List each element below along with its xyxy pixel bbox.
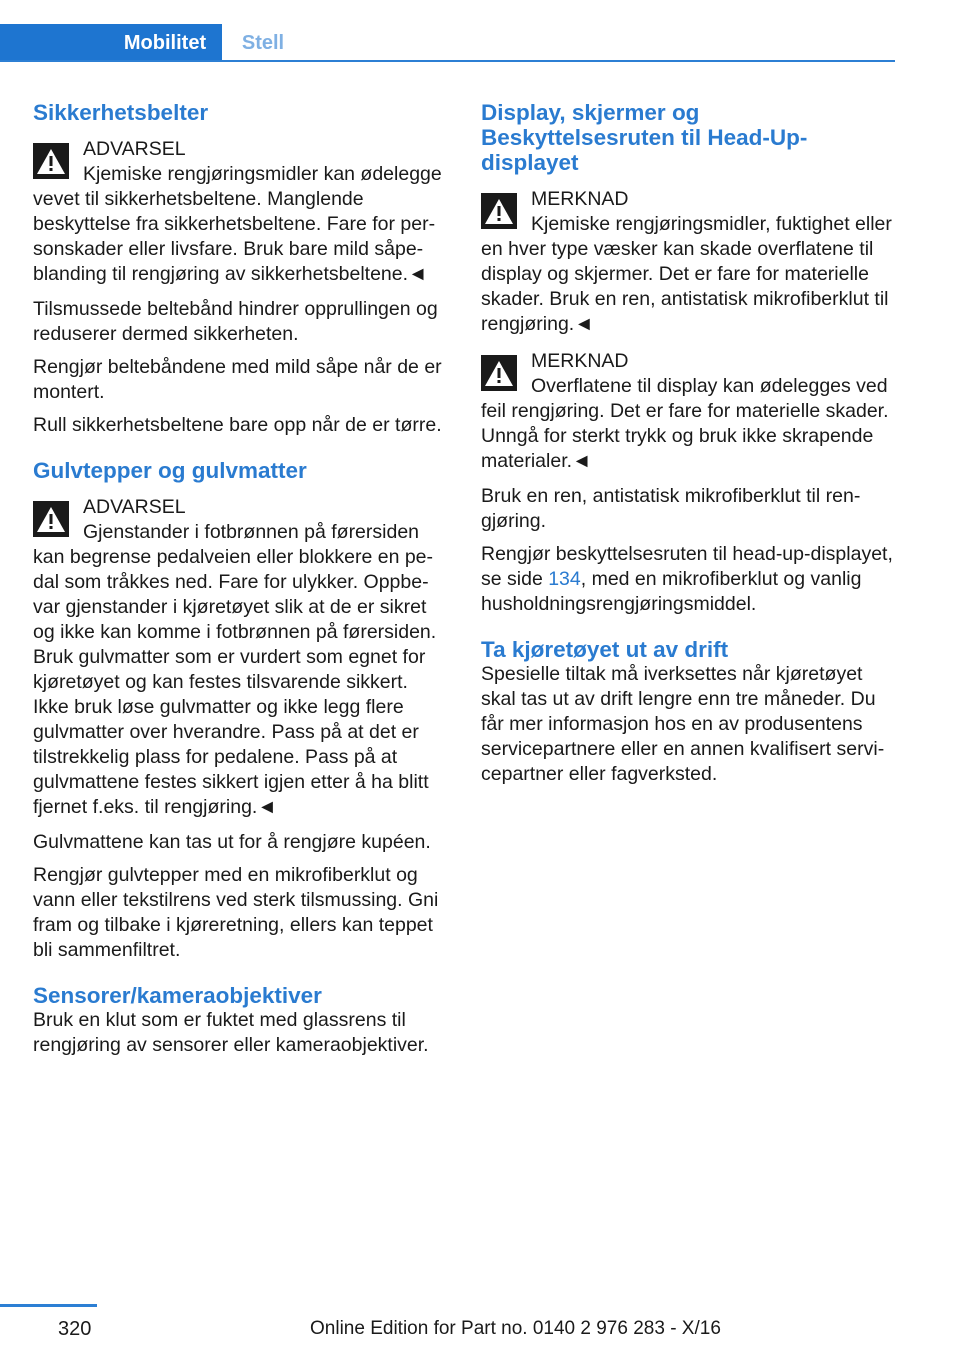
paragraph: Rengjør beltebåndene med mild såpe når de er montert. (33, 356, 442, 403)
page-number: 320 (58, 1318, 92, 1340)
section-display (481, 100, 897, 617)
section-ut-av-drift (481, 637, 897, 787)
warning-text: Kjemiske rengjøringsmidler kan ødelegge vevet til sikkerhetsbeltene. Manglende beskyttelse fra sikkerhetsbeltene. Fare for personskader eller livsfare. Bruk bare mild såpeblanding til rengjøring av sikkerhetsbeltene.◄ (33, 163, 442, 285)
notice-icon (481, 193, 517, 229)
tab-spacer (0, 24, 108, 60)
section-sensorer (33, 983, 449, 1058)
paragraph: Gulvmattene kan tas ut for å rengjøre kupéen. (33, 831, 431, 853)
left-column (33, 100, 449, 1078)
warning-title: ADVARSEL (83, 496, 186, 518)
heading-ut-av-drift: Ta kjøretøyet ut av drift (481, 637, 729, 662)
heading-display: Display, skjermer og Beskyttelsesruten til Head-Up-displayet (481, 100, 808, 175)
paragraph: Bruk en ren, antistatisk mikrofiberklut til rengjøring. (481, 485, 861, 532)
notice-icon (481, 355, 517, 391)
chapter-tabs (0, 24, 895, 62)
warning-box (33, 137, 449, 287)
warning-text: Gjenstander i fotbrønnen på førersiden kan begrense pedalveien eller blokkere en pedal som tråkkes ned. Fare for ulykker. Oppbevar gjenstander i kjøretøyet slik at de er sikret og ikke kan komme i fotbrønnen på førersiden. Bruk gulvmatter som er vurdert som egnet for kjøretøyet og kan festes tilsvarende sikkert. Ikke bruk løse gulvmatter og ikke legg flere gulvmatter over hverandre. Pass på at det er tilstrekkelig plass for pedalene. Pass på at gulvmattene festes sikkert igjen etter å ha blitt fjernet f.eks. til rengjøring.◄ (33, 521, 437, 818)
warning-icon (33, 143, 69, 179)
heading-gulvtepper: Gulvtepper og gulvmatter (33, 458, 307, 483)
paragraph: Rull sikkerhetsbeltene bare opp når de er tørre. (33, 414, 442, 436)
edition-text: Online Edition for Part no. 0140 2 976 283 - X/16 (310, 1318, 721, 1339)
heading-sensorer: Sensorer/kameraobjektiver (33, 983, 322, 1008)
section-sikkerhetsbelter (33, 100, 449, 438)
paragraph: Spesielle tiltak må iverksettes når kjøretøyet skal tas ut av drift lengre enn tre måneder. Du får mer informasjon hos en av produsentens servicepartnere eller en annen kvalifisert servicepartner eller fagverksted. (481, 663, 885, 785)
tab-underline (0, 60, 895, 62)
footer-bar (0, 1304, 97, 1307)
paragraph-with-link (481, 542, 897, 617)
notice-box (481, 349, 897, 474)
text-span: , med en mikrofiberklut og vanlig husholdningsrengjøringsmiddel. (481, 568, 862, 615)
paragraph: Tilsmussede beltebånd hindrer opprullingen og reduserer dermed sikkerheten. (33, 298, 438, 345)
right-column (481, 100, 897, 807)
notice-text: Overflatene til display kan ødelegges ved feil rengjøring. Det er fare for materielle skader. Unngå for sterkt trykk og bruk ikke skrapende materialer.◄ (481, 375, 889, 472)
notice-title: MERKNAD (531, 350, 629, 372)
paragraph: Rengjør gulvtepper med en mikrofiberklut og vann eller tekstilrens ved sterk tilsmussing. Gni fram og tilbake i kjøreretning, ellers kan teppet bli sammenfiltret. (33, 864, 439, 961)
notice-box (481, 187, 897, 337)
paragraph: Bruk en klut som er fuktet med glassrens til rengjøring av sensorer eller kameraobjektiver. (33, 1009, 429, 1056)
warning-icon (33, 501, 69, 537)
notice-text: Kjemiske rengjøringsmidler, fuktighet eller en hver type væsker kan skade overflatene til display og skjermer. Det er fare for materielle skader. Bruk en ren, antistatisk mikrofiberklut til rengjøring.◄ (481, 213, 892, 335)
text-span: Rengjør beskyttelsesruten til head-up-displayet, se side (481, 543, 893, 590)
section-gulvtepper (33, 458, 449, 963)
page-link[interactable]: 134 (548, 568, 581, 590)
tab-stell[interactable]: Stell (241, 32, 285, 54)
tab-mobilitet[interactable]: Mobilitet (108, 24, 222, 60)
warning-title: ADVARSEL (83, 138, 186, 160)
warning-box (33, 495, 449, 820)
heading-sikkerhetsbelter: Sikkerhetsbelter (33, 100, 209, 125)
notice-title: MERKNAD (531, 188, 629, 210)
